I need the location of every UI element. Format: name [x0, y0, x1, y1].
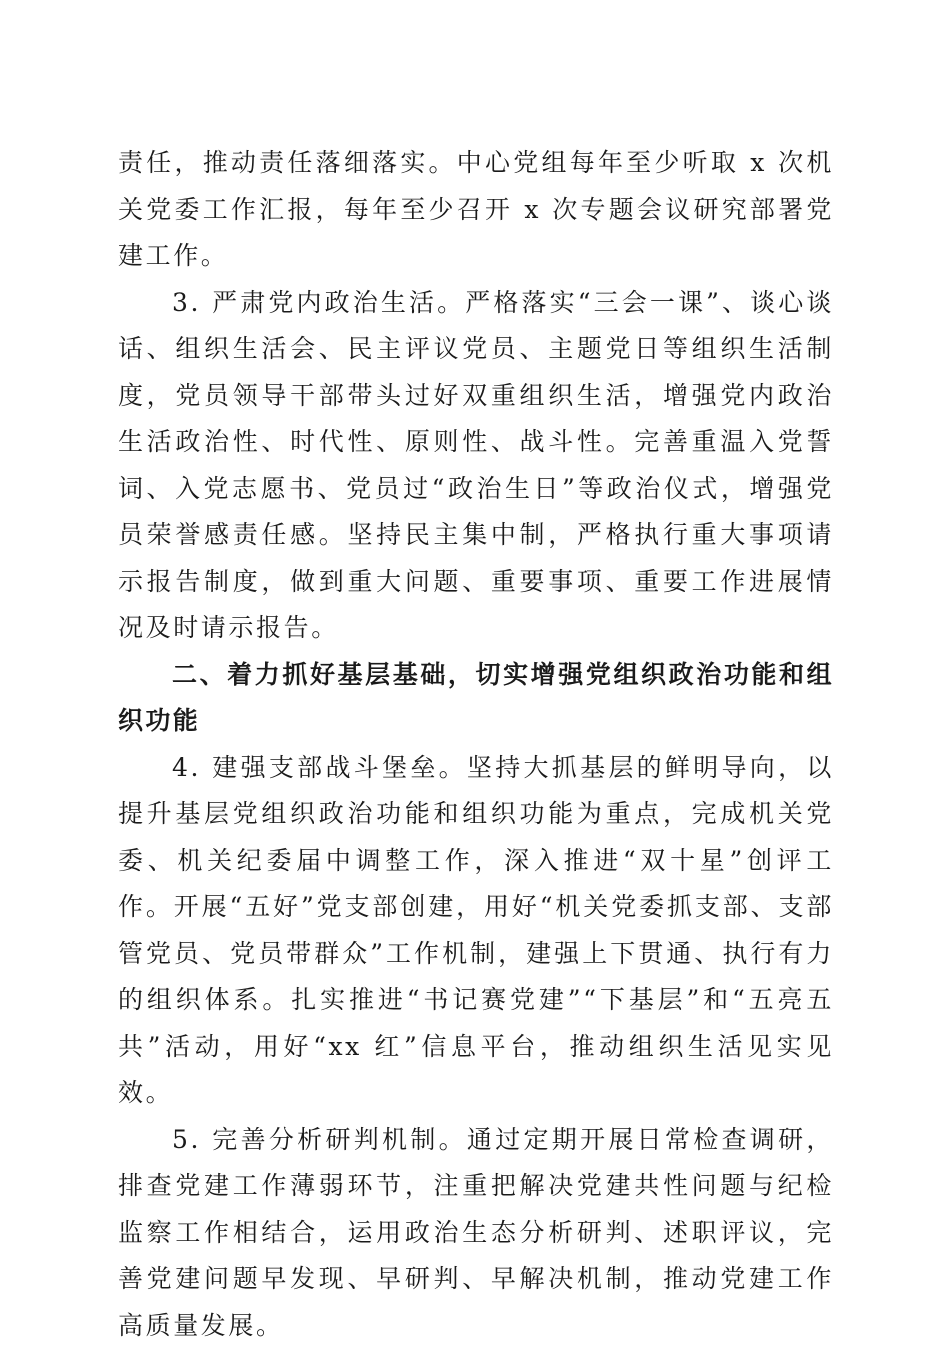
paragraph-item-5: 5. 完善分析研判机制。通过定期开展日常检查调研，排查党建工作薄弱环节，注重把解决党建共性问题与纪检监察工作相结合，运用政治生态分析研判、述职评议，完善党建问题早发现、早研判、早解决机制，推动党建工作高质量发展。 [118, 1117, 834, 1349]
paragraph-continuation: 责任，推动责任落细落实。中心党组每年至少听取 x 次机关党委工作汇报，每年至少召开 x 次专题会议研究部署党建工作。 [118, 140, 834, 280]
document-body [118, 140, 834, 1349]
paragraph-item-4: 4. 建强支部战斗堡垒。坚持大抓基层的鲜明导向，以提升基层党组织政治功能和组织功能为重点，完成机关党委、机关纪委届中调整工作，深入推进“双十星”创评工作。开展“五好”党支部创建，用好“机关党委抓支部、支部管党员、党员带群众”工作机制，建强上下贯通、执行有力的组织体系。扎实推进“书记赛党建”“下基层”和“五亮五共”活动，用好“xx 红”信息平台，推动组织生活见实见效。 [118, 745, 834, 1117]
paragraph-item-3: 3. 严肃党内政治生活。严格落实“三会一课”、谈心谈话、组织生活会、民主评议党员、主题党日等组织生活制度，党员领导干部带头过好双重组织生活，增强党内政治生活政治性、时代性、原则性、战斗性。完善重温入党誓词、入党志愿书、党员过“政治生日”等政治仪式，增强党员荣誉感责任感。坚持民主集中制，严格执行重大事项请示报告制度，做到重大问题、重要事项、重要工作进展情况及时请示报告。 [118, 280, 834, 652]
section-heading-2: 二、着力抓好基层基础，切实增强党组织政治功能和组织功能 [118, 652, 834, 745]
